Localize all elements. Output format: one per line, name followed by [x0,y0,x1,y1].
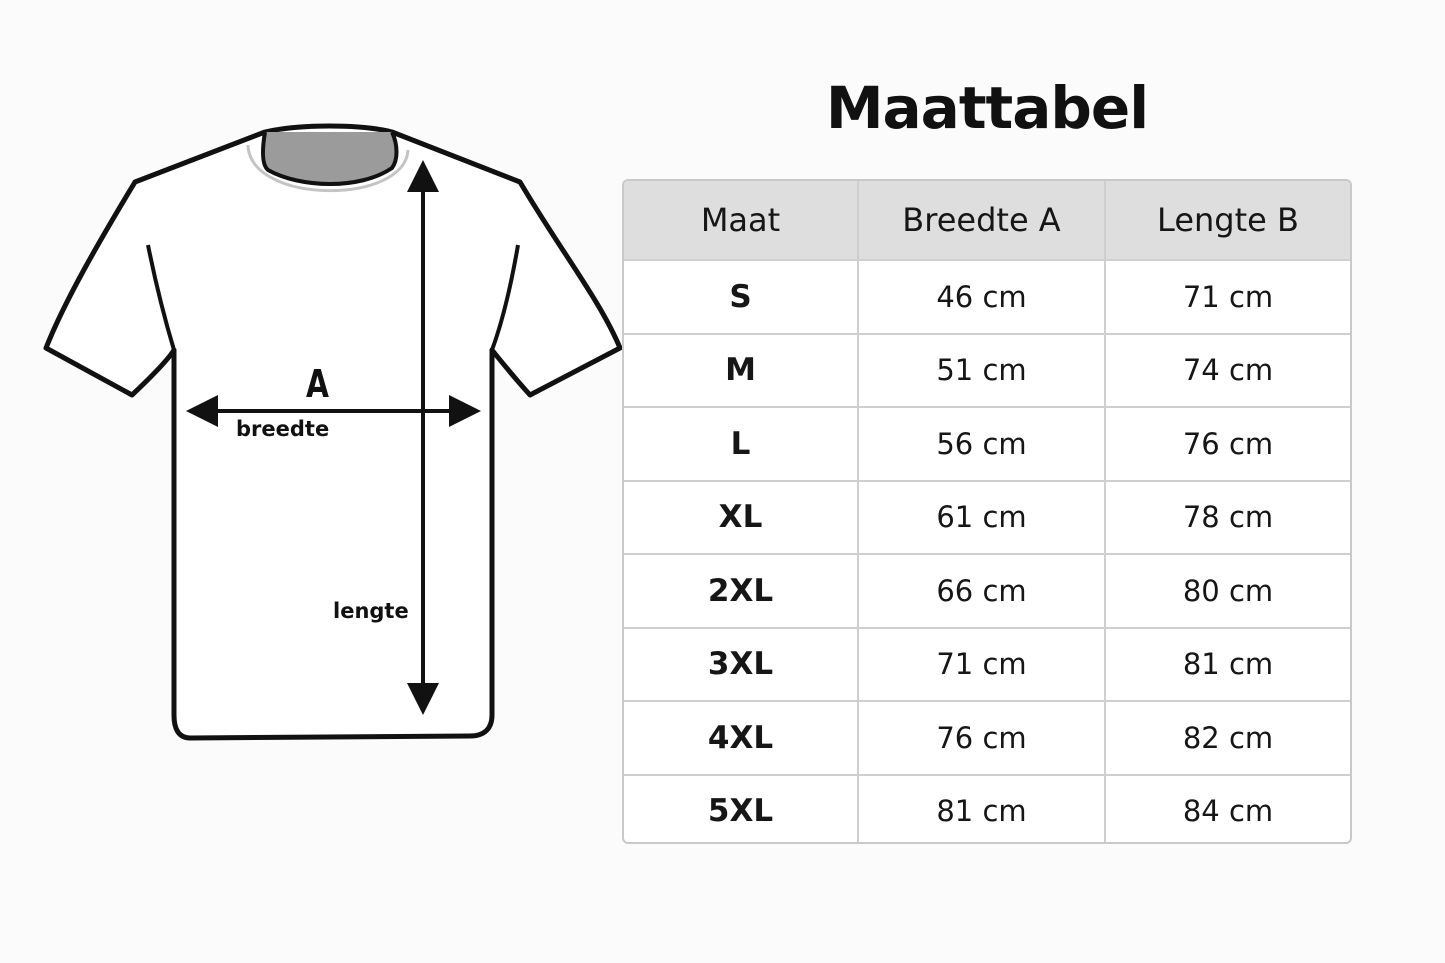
size-cell: S [729,278,752,315]
column-header-width: Breedte A [857,181,1104,259]
table-row [624,700,1350,774]
width-cell: 51 cm [857,335,1104,407]
width-cell: 76 cm [857,702,1104,774]
width-cell: 46 cm [857,261,1104,333]
width-cell: 61 cm [857,482,1104,554]
size-cell: M [725,352,756,389]
table-row [624,259,1350,333]
width-label: breedte [236,417,330,441]
page-title: Maattabel [825,74,1149,142]
size-cell: L [730,425,751,462]
length-cell: 84 cm [1104,776,1350,845]
length-cell: 80 cm [1104,555,1350,627]
tshirt-outline-icon [30,110,640,760]
table-row [624,406,1350,480]
length-cell: 81 cm [1104,629,1350,701]
size-table [622,179,1352,844]
length-cell: 78 cm [1104,482,1350,554]
width-cell: 81 cm [857,776,1104,845]
column-header-length: Lengte B [1104,181,1350,259]
column-header-size: Maat [700,201,781,239]
length-cell: 71 cm [1104,261,1350,333]
length-label: lengte [333,599,409,623]
length-cell: 74 cm [1104,335,1350,407]
table-header-row [624,181,1350,259]
table-row [624,627,1350,701]
size-cell: 3XL [707,646,774,683]
width-cell: 56 cm [857,408,1104,480]
size-cell: 4XL [707,719,774,756]
size-cell: 5XL [707,793,774,830]
width-cell: 71 cm [857,629,1104,701]
table-row [624,553,1350,627]
width-cell: 66 cm [857,555,1104,627]
length-cell: 82 cm [1104,702,1350,774]
size-cell: 2XL [707,572,774,609]
size-cell: XL [718,499,763,536]
width-marker-label: A [306,362,329,406]
table-row [624,480,1350,554]
length-cell: 76 cm [1104,408,1350,480]
table-row [624,333,1350,407]
table-row [624,774,1350,845]
